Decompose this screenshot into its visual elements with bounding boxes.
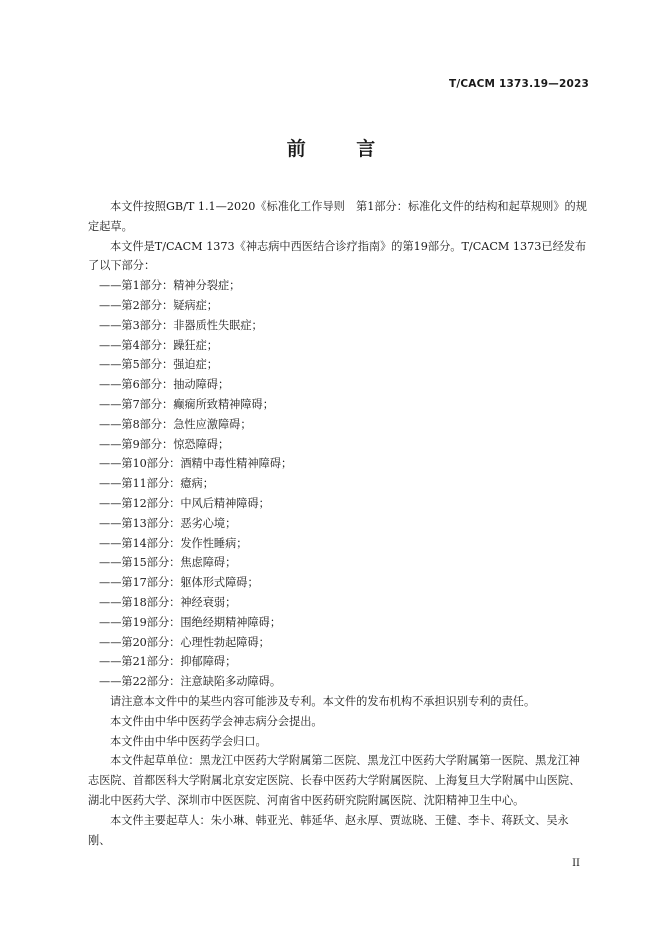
list-item: ——第1部分：精神分裂症；: [99, 279, 241, 293]
list-item: ——第3部分：非器质性失眠症；: [99, 318, 263, 332]
list-item: ——第6部分：抽动障碍；: [99, 378, 230, 392]
page-title: 前 言: [286, 138, 398, 160]
list-item: ——第22部分：注意缺陷多动障碍。: [99, 675, 282, 689]
list-item: ——第9部分：惊恐障碍；: [99, 437, 230, 451]
page-number: II: [572, 858, 580, 869]
list-item: ——第19部分：围绝经期精神障碍；: [99, 615, 282, 629]
closing-paragraph: 请注意本文件中的某些内容可能涉及专利。本文件的发布机构不承担识别专利的责任。: [110, 694, 536, 708]
list-item: ——第15部分：焦虑障碍；: [99, 556, 237, 570]
list-item: ——第11部分：癔病；: [99, 477, 214, 491]
list-item: ——第20部分：心理性勃起障碍；: [99, 635, 270, 649]
intro-paragraph: 本文件是T/CACM 1373《神志病中西医结合诊疗指南》的第19部分。T/CACM 1373已经发布了以下部分：: [88, 239, 587, 273]
list-item: ——第21部分：抑郁障碍；: [99, 655, 237, 669]
closing-paragraph: 本文件起草单位：黑龙江中医药大学附属第二医院、黑龙江中医药大学附属第一医院、黑龙江神志医院、首都医科大学附属北京安定医院、长春中医药大学附属医院、上海复旦大学附属中山医院、湖北中医药大学、深圳市中医医院、河南省中医药研究院附属医院、沈阳精神卫生中心。: [88, 754, 581, 807]
closing-paragraph: 本文件主要起草人：朱小琳、韩亚光、韩延华、赵永厚、贾竑晓、王健、李卡、蒋跃文、吴永刚、: [88, 813, 569, 847]
list-item: ——第2部分：疑病症；: [99, 298, 218, 312]
list-item: ——第10部分：酒精中毒性精神障碍；: [99, 457, 293, 471]
list-item: ——第14部分：发作性睡病；: [99, 536, 248, 550]
closing-paragraph: 本文件由中华中医药学会归口。: [110, 734, 267, 748]
closing-paragraph: 本文件由中华中医药学会神志病分会提出。: [110, 714, 323, 728]
list-item: ——第5部分：强迫症；: [99, 358, 218, 372]
list-item: ——第12部分：中风后精神障碍；: [99, 496, 270, 510]
document-body: [88, 197, 588, 850]
list-item: ——第17部分：躯体形式障碍；: [99, 576, 259, 590]
list-item: ——第18部分：神经衰弱；: [99, 595, 237, 609]
list-item: ——第7部分：癫痫所致精神障碍；: [99, 397, 274, 411]
list-item: ——第4部分：躁狂症；: [99, 338, 218, 352]
intro-paragraph: 本文件按照GB/T 1.1—2020《标准化工作导则 第1部分：标准化文件的结构和起草规则》的规定起草。: [88, 200, 587, 233]
list-item: ——第8部分：急性应激障碍；: [99, 417, 252, 431]
document-id: T/CACM 1373.19—2023: [449, 78, 589, 90]
list-item: ——第13部分：恶劣心境；: [99, 516, 237, 530]
